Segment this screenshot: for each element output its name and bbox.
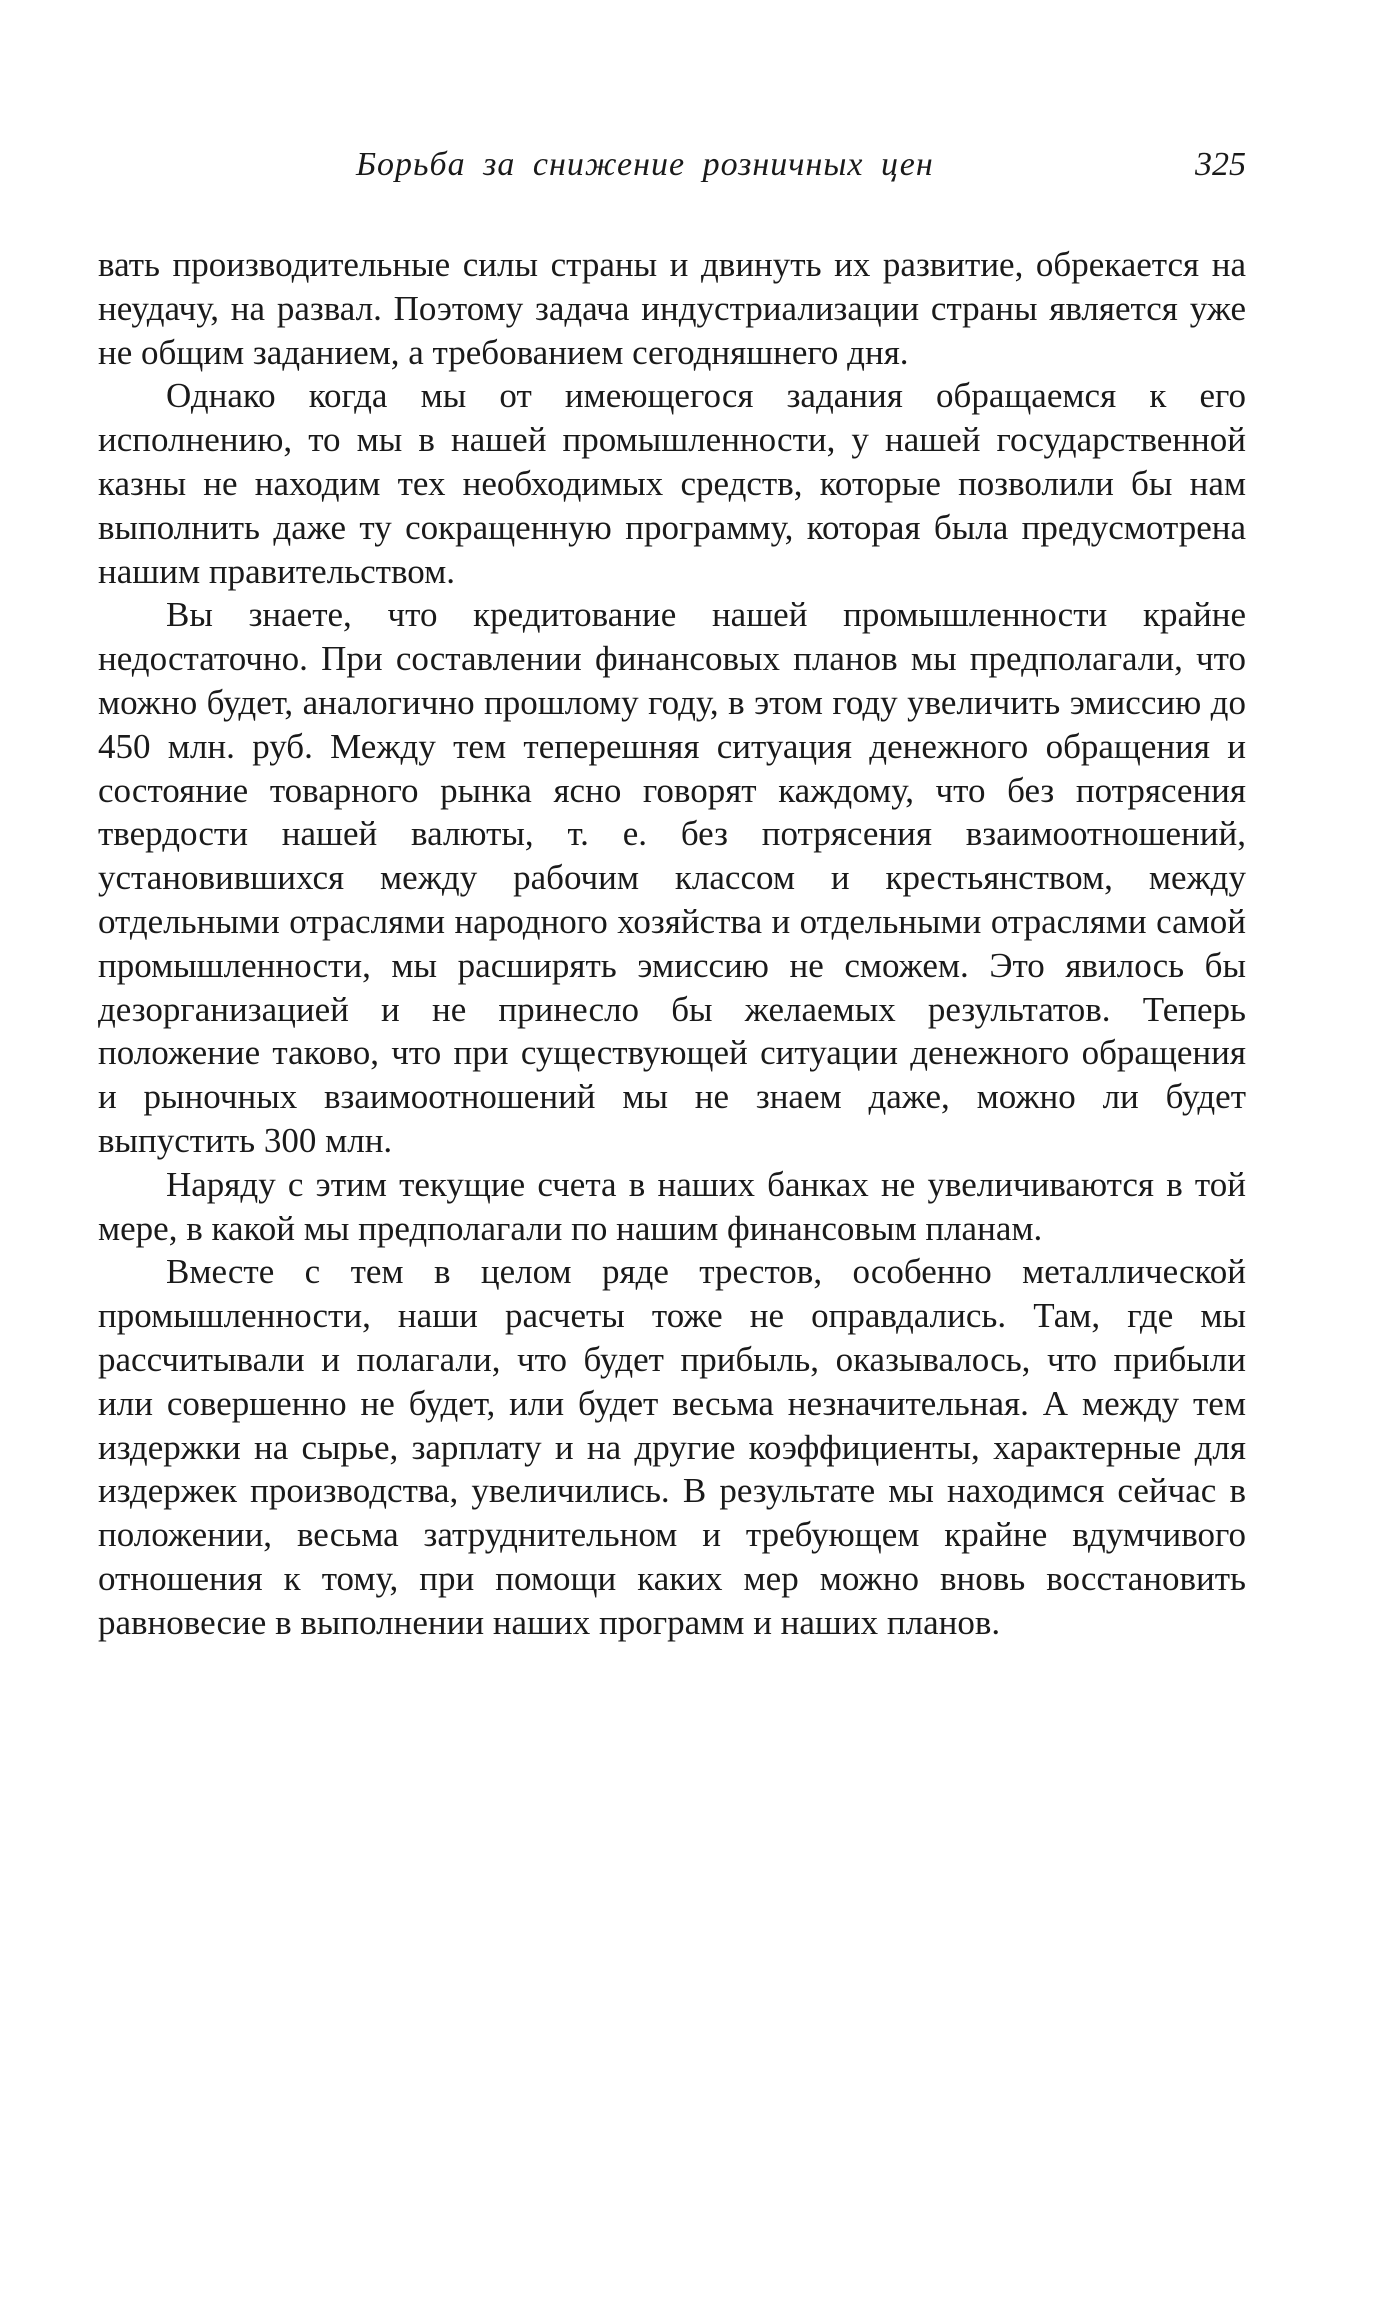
body-text [98,243,1246,1645]
running-head-title: Борьба за снижение розничных цен [356,146,934,183]
paragraph: Вместе с тем в целом ряде трестов, особенно металлической промышленности, наши расчеты тоже не оправдались. Там, где мы рассчитывали и полагали, что будет прибыль, оказывалось, что прибыли или совершенно не будет, или будет весьма незначительная. А между тем издержки на сырье, зарплату и на другие коэффициенты, характерные для издержек производства, увеличились. В результате мы находимся сейчас в положении, весьма затруднительном и требующем крайне вдумчивого отношения к тому, при помощи каких мер можно вновь восстановить равновесие в выполнении наших программ и наших планов. [98,1252,1246,1642]
paragraph: Наряду с этим текущие счета в наших банках не увеличиваются в той мере, в какой мы предполагали по нашим финансовым планам. [98,1164,1246,1248]
paragraph: Вы знаете, что кредитование нашей промышленности крайне недостаточно. При составлении финансовых планов мы предполагали, что можно будет, аналогично прошлому году, в этом году увеличить эмиссию до 450 млн. руб. Между тем теперешняя ситуация денежного обращения и состояние товарного рынка ясно говорят каждому, что без потрясения твердости нашей валюты, т. е. без потрясения взаимоотношений, установившихся между рабочим классом и крестьянством, между отдельными отраслями народного хозяйства и отдельными отраслями самой промышленности, мы расширять эмиссию не сможем. Это явилось бы дезорганизацией и не принесло бы желаемых результатов. Теперь положение таково, что при существующей ситуации денежного обращения и рыночных взаимоотношений мы не знаем даже, можно ли будет выпустить 300 млн. [98,595,1246,1160]
page-number: 325 [1195,146,1246,183]
running-head [98,140,1246,190]
paragraph: Однако когда мы от имеющегося задания обращаемся к его исполнению, то мы в нашей промышленности, у нашей государственной казны не находим тех необходимых средств, которые позволили бы нам выполнить даже ту сокращенную программу, которая была предусмотрена нашим правительством. [98,376,1246,591]
paragraph-continued: вать производительные силы страны и двинуть их развитие, обрекается на неудачу, на развал. Поэтому задача индустриализации страны является уже не общим заданием, а требованием сегодняшнего дня. [98,245,1246,372]
